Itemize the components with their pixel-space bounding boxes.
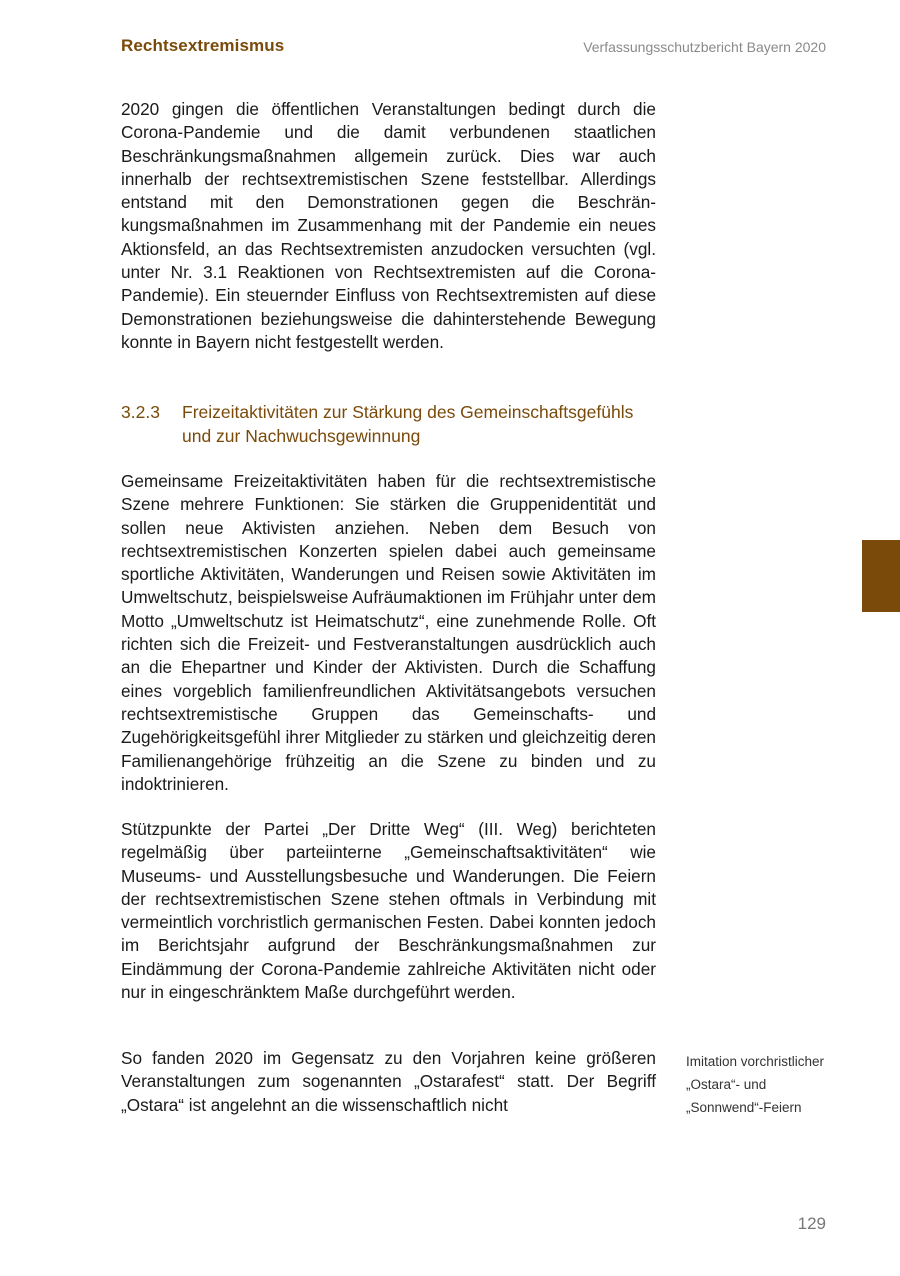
margin-note: Imitation vorchristlicher „Ostara“- und „Sonnwend“-Feiern	[686, 1054, 825, 1115]
running-header-publication: Verfassungsschutzbericht Bayern 2020	[583, 39, 826, 55]
section-heading-title: Freizeitaktivitäten zur Stärkung des Gemeinschaftsgefühls und zur Nachwuchsgewinnung	[182, 402, 634, 446]
page-number: 129	[797, 1214, 826, 1233]
paragraph-3: Stützpunkte der Partei „Der Dritte Weg“ (III. Weg) berichteten regelmäßig über parteiinterne „Gemeinschaftsaktivitäten“ wie Museums- und Ausstellungsbesuche und Wanderungen. Die Feiern der rechtsextremistischen Szene stehen oftmals in Verbindung mit vermeintlich vorchristlich germanischen Festen. Dabei konnten jedoch im Berichtsjahr aufgrund der Beschränkungsmaßnahmen zur Eindämmung der Corona-Pandemie zahlreiche Aktivitäten nicht oder nur in eingeschränktem Maße durchgeführt werden.	[121, 819, 656, 1003]
paragraph-1: 2020 gingen die öffentlichen Veranstaltungen bedingt durch die Corona-Pandemie und die damit verbundenen staatlichen Beschränkungsmaßnahmen allgemein zurück. Dies war auch innerhalb der rechtsextremistischen Szene feststellbar. Allerdings entstand mit den Demonstrationen gegen die Beschränkungsmaßnahmen im Zusammenhang mit der Pandemie ein neues Aktionsfeld, an das Rechtsextremisten anzudocken versuchten (vgl. unter Nr. 3.1 Reaktionen von Rechtsextremisten auf die Corona-Pandemie). Ein steuernder Einfluss von Rechtsextremisten auf diese Demonstrationen beziehungsweise die dahinterstehende Bewegung konnte in Bayern nicht festgestellt werden.	[121, 99, 656, 352]
paragraph-4: So fanden 2020 im Gegensatz zu den Vorjahren keine größeren Veranstaltungen zum sogenannten „Ostarafest“ statt. Der Begriff „Ostara“ ist angelehnt an die wissenschaftlich nicht	[121, 1048, 656, 1115]
running-header-section: Rechtsextremismus	[121, 36, 285, 55]
section-heading-number: 3.2.3	[121, 402, 160, 422]
section-heading	[121, 400, 661, 448]
paragraph-2: Gemeinsame Freizeitaktivitäten haben für die rechtsextremistische Szene mehrere Funktionen: Sie stärken die Gruppenidentität und sollen neue Aktivisten anziehen. Neben dem Besuch von rechtsextremistischen Konzerten spielen dabei auch gemeinsame sportliche Aktivitäten, Wanderungen und Reisen sowie Aktivitäten im Umweltschutz, beispielsweise Aufräumaktionen im Frühjahr unter dem Motto „Umweltschutz ist Heimatschutz“, eine zunehmende Rolle. Oft richten sich die Freizeit- und Festveranstaltungen ausdrücklich auch an die Ehepartner und Kinder der Aktivisten. Durch die Schaffung eines vorgeblich familienfreundlichen Aktivitätsangebots versuchen rechtsextremistische Gruppen das Gemeinschafts- und Zugehörigkeitsgefühl ihrer Mitglieder zu stärken und gleichzeitig deren Familienangehörige frühzeitig an die Szene zu binden und zu indoktrinieren.	[121, 471, 656, 794]
chapter-thumb-tab	[862, 540, 900, 612]
